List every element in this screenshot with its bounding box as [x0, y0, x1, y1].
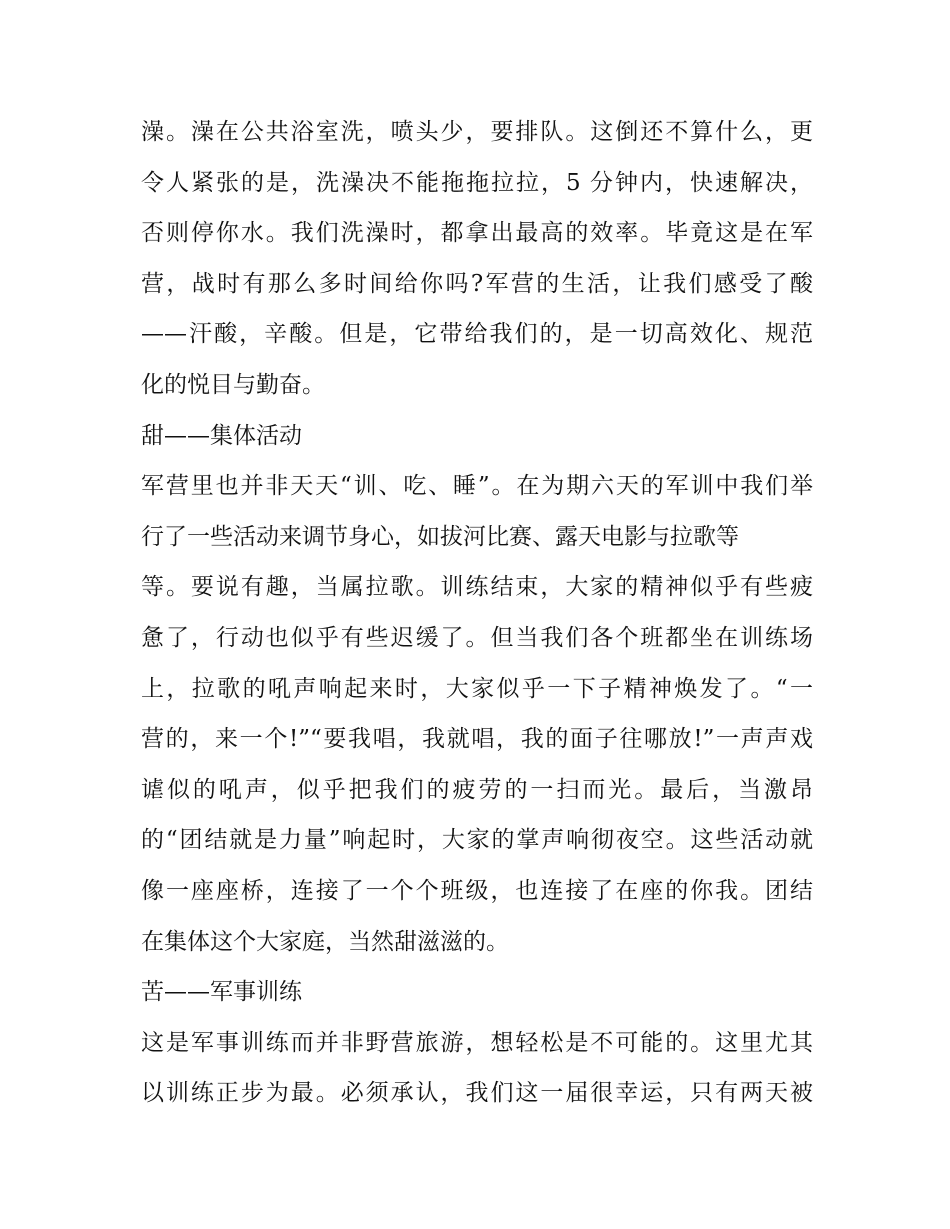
text-line: 澡。澡在公共浴室洗，喷头少，要排队。这倒还不算什么，更 — [141, 119, 813, 145]
text-line: 营，战时有那么多时间给你吗?军营的生活，让我们感受了酸 — [141, 270, 813, 297]
text-line: 以训练正步为最。必须承认，我们这一届很幸运，只有两天被 — [141, 1080, 813, 1107]
text-line: 的“团结就是力量”响起时，大家的掌声响彻夜空。这些活动就 — [141, 827, 813, 854]
text-line: 上，拉歌的吼声响起来时，大家似乎一下子精神焕发了。“一 — [141, 675, 813, 702]
text-line: 军营里也并非天天“训、吃、睡”。在为期六天的军训中我们举 — [141, 473, 813, 500]
text-line: 行了一些活动来调节身心，如拔河比赛、露天电影与拉歌等 — [141, 523, 739, 550]
text-line: 化的悦目与勤奋。 — [141, 371, 325, 398]
text-line: 苦——军事训练 — [141, 979, 302, 1006]
text-line: 谑似的吼声，似乎把我们的疲劳的一扫而光。最后，当激昂 — [141, 776, 813, 803]
text-line: 在集体这个大家庭，当然甜滋滋的。 — [141, 928, 509, 955]
body-text — [141, 107, 813, 1119]
text-line: 像一座座桥，连接了一个个班级，也连接了在座的你我。团结 — [141, 877, 813, 904]
text-line: 甜——集体活动 — [141, 422, 302, 449]
text-line: 营的，来一个!”“要我唱，我就唱，我的面子往哪放!”一声声戏 — [141, 726, 813, 753]
text-line: 这是军事训练而并非野营旅游，想轻松是不可能的。这里尤其 — [141, 1029, 813, 1056]
text-line: 惫了，行动也似乎有些迟缓了。但当我们各个班都坐在训练场 — [141, 624, 813, 651]
text-line: 令人紧张的是，洗澡决不能拖拖拉拉，5 分钟内，快速解决， — [141, 169, 813, 196]
text-line: 等。要说有趣，当属拉歌。训练结束，大家的精神似乎有些疲 — [141, 574, 813, 601]
text-line: ——汗酸，辛酸。但是，它带给我们的，是一切高效化、规范 — [141, 321, 813, 348]
text-line: 否则停你水。我们洗澡时，都拿出最高的效率。毕竟这是在军 — [141, 220, 813, 247]
